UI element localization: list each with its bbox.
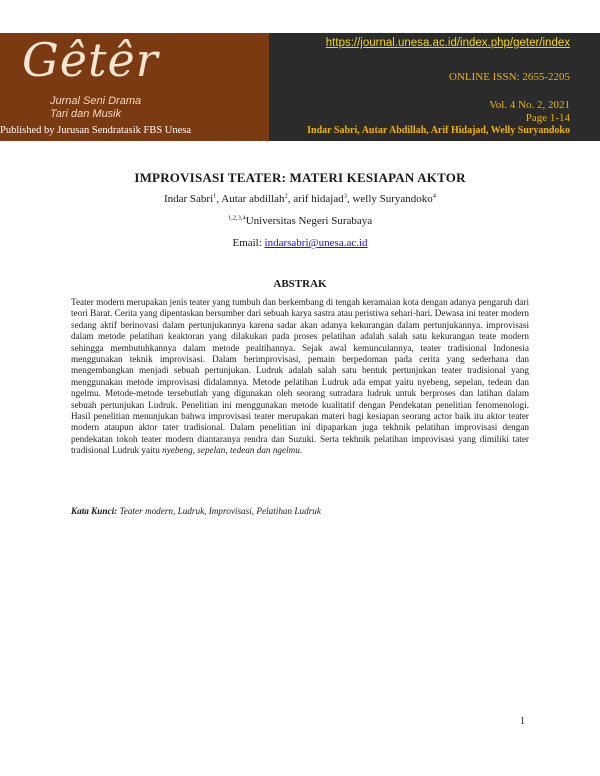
journal-url-link[interactable]: https://journal.unesa.ac.id/index.php/geter/index bbox=[325, 37, 570, 49]
keywords-line bbox=[71, 506, 529, 516]
abstract-text: Teater modern merupakan jenis teater yang tumbuh dan berkembang di tengah keramaian kota dengan adanya pengaruh dari teori Barat. Cerita yang dipentaskan bersumber dari sebuah karya sastra atau peristiwa sehari-hari. Dewasa ini teater modern sedang aktif berinovasi dalam pertunjukannya karena sadar akan adanya kekurangan dalam pertunjukannya. improvisasi dalam metode pelatihan keaktoran yang dilakukan pada proses pelatihan adalah salah satu kekurangan teate modern sehingga membutuhkannya dalam metode pealtihannya. Sejak awal kemunculannya, teater tradisional Indonesia menggunakan teknik improvisasi. Dalam berimprovisasi, pemain berpedoman pada cerita yang sederhana dan mengembangkan menjadi sebuah pertunjukan. Ludruk adalah salah satu bentuk pertunjukan teater tradisional yang menggunakan metode improvisasi didalamnya. Metode pelatihan Ludruk ada empat yaitu nyebeng, sepelan, tedean dan ngelmu. Metode-metode tersebutlah yang digunakan oleh seorang sutradara ludruk untuk berproses dan latihan dalam sebuah pertunjukan Ludruk. Penelitian ini menggunakan metode kualitatif dengan Pendekatan penelitian fenomenologi. Hasil penelitian menunjukan bahwa improvisasi teater merupakan materi bagi kesiapan seorang actor baik itu aktor teater modern ataupun aktor tater tradisional. Dalam penelitian ini dipaparkan juga tekhnik pelatihan improvisasi dengan pendekatan tokoh teater modern diantaranya rendra dan Suzuki. Serta tekhnik pelatihan improvisasi yang dimiliki tater tradisional Ludruk yaitu bbox=[71, 297, 529, 456]
author-name: welly Suryandoko bbox=[352, 193, 433, 205]
author-separator: , bbox=[346, 193, 353, 205]
author-line bbox=[0, 193, 600, 205]
author-separator: , bbox=[287, 193, 294, 205]
author-name: arif hidajad bbox=[293, 193, 344, 205]
affiliation-sup: 1,2,3,4 bbox=[227, 214, 246, 222]
header-logo-panel bbox=[0, 33, 269, 141]
publisher-line: Published by Jurusan Sendratasik FBS Unesa bbox=[0, 125, 192, 136]
email-link[interactable]: indarsabri@unesa.ac.id bbox=[264, 237, 368, 249]
author-name: Autar abdillah bbox=[221, 193, 285, 205]
affiliation-name: Universitas Negeri Surabaya bbox=[245, 215, 373, 227]
author-separator: , bbox=[216, 193, 222, 205]
volume-label: Vol. 4 No. 2, 2021 bbox=[489, 99, 570, 111]
email-line bbox=[0, 237, 600, 249]
page-number: 1 bbox=[520, 716, 525, 727]
author-sup: 3 bbox=[343, 192, 347, 200]
issn-label: ONLINE ISSN: 2655-2205 bbox=[449, 71, 570, 83]
author-sup: 1 bbox=[213, 192, 217, 200]
affiliation-line bbox=[0, 215, 600, 227]
logo-subtitle-2: Tari dan Musik bbox=[50, 108, 122, 120]
article-title: IMPROVISASI TEATER: MATERI KESIAPAN AKTOR bbox=[134, 170, 466, 185]
journal-header bbox=[0, 33, 600, 141]
header-info-panel bbox=[269, 33, 600, 141]
abstract-italic-terms: nyebeng, sepelan, tedean dan ngelmu. bbox=[162, 445, 303, 456]
author-sup: 4 bbox=[432, 192, 437, 200]
abstract-heading: ABSTRAK bbox=[273, 278, 327, 290]
author-sup: 2 bbox=[284, 192, 288, 200]
abstract-body bbox=[71, 297, 529, 457]
logo-subtitle-1: Jurnal Seni Drama bbox=[50, 95, 142, 107]
email-label: Email: bbox=[232, 237, 265, 249]
keywords-label: Kata Kunci: bbox=[71, 506, 118, 516]
author-name: Indar Sabri bbox=[163, 193, 214, 205]
page-range-label: Page 1-14 bbox=[525, 112, 570, 124]
header-authors: Indar Sabri, Autar Abdillah, Arif Hidajad, Welly Suryandoko bbox=[307, 125, 570, 136]
journal-logo: Gêtêr bbox=[22, 33, 159, 87]
keywords-list: Teater modern, Ludruk, Improvisasi, Pelatihan Ludruk bbox=[117, 506, 321, 516]
